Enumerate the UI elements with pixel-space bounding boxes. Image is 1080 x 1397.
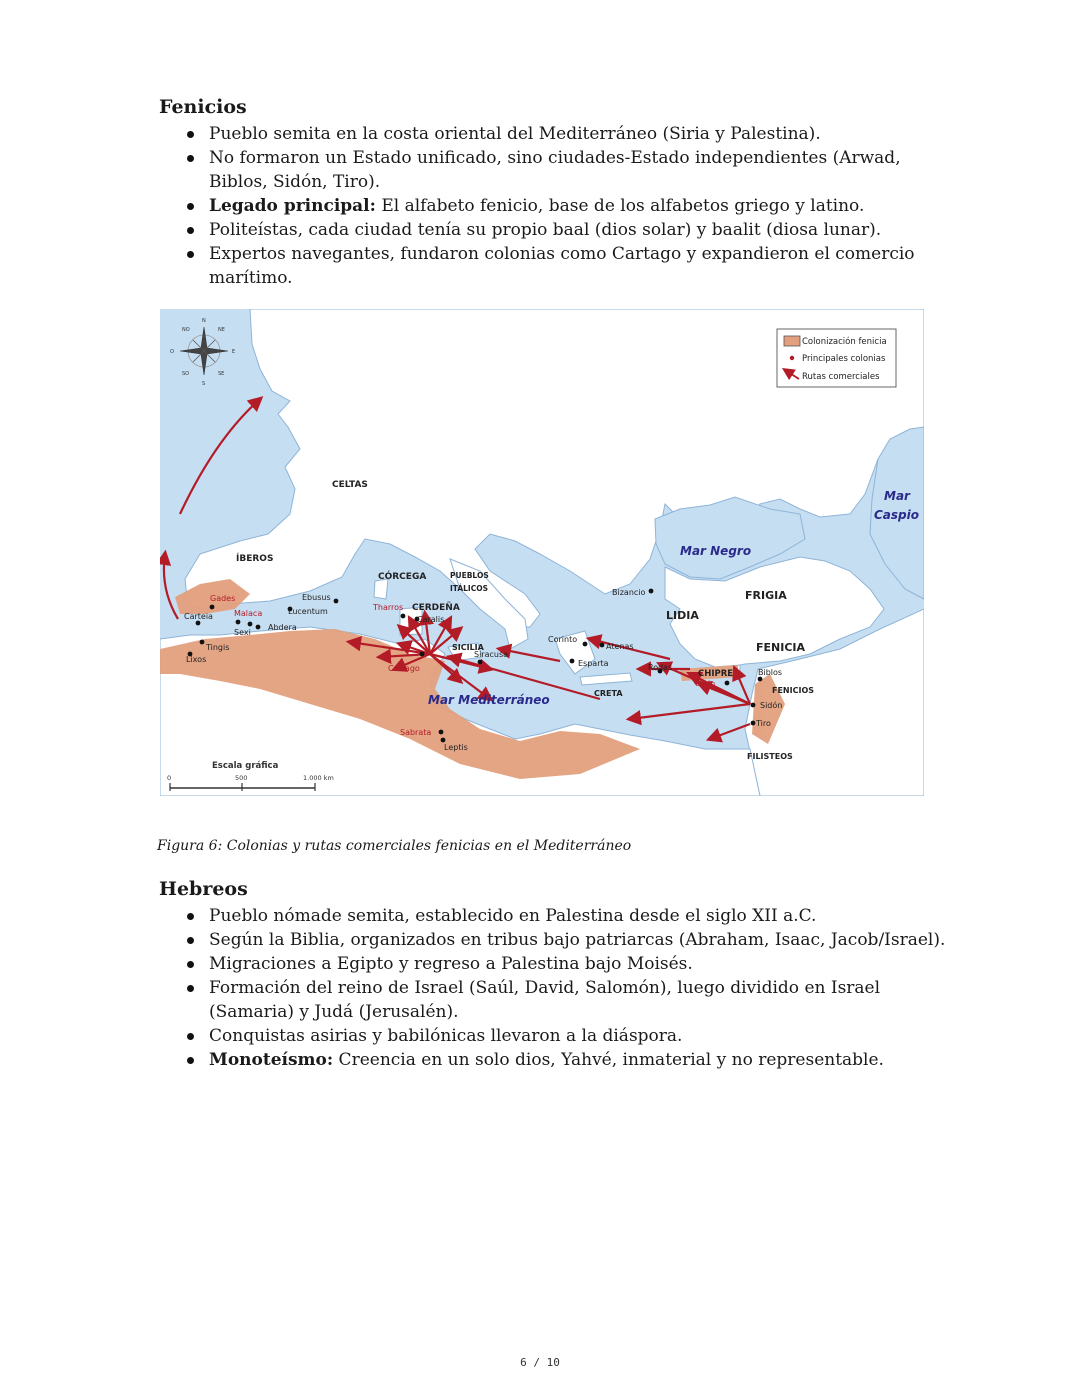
list-item: Formación del reino de Israel (Saúl, David, Salomón), luego dividido en Israel (Samaria) y Judá (Jerusalén). xyxy=(186,976,946,1024)
sea-label-caspio: Mar xyxy=(884,489,910,503)
legend-colonies: Principales colonias xyxy=(802,354,886,364)
svg-text:S: S xyxy=(202,381,206,387)
svg-text:Malaca: Malaca xyxy=(234,609,263,618)
sea-label-negro: Mar Negro xyxy=(680,544,752,558)
svg-text:Rodas: Rodas xyxy=(648,663,673,672)
list-item: Pueblo semita en la costa oriental del Mediterráneo (Siria y Palestina). xyxy=(186,122,946,146)
svg-text:0: 0 xyxy=(167,774,172,782)
legend-colonization: Colonización fenicia xyxy=(802,337,887,347)
svg-text:ÍBEROS: ÍBEROS xyxy=(236,554,274,564)
svg-text:Gades: Gades xyxy=(210,594,236,603)
map-legend xyxy=(777,329,896,387)
phoenician-colonies-map xyxy=(160,309,924,796)
sea-label-caspio: Caspio xyxy=(874,508,919,522)
list-item: Legado principal: El alfabeto fenicio, base de los alfabetos griego y latino. xyxy=(186,194,946,218)
list-item: Expertos navegantes, fundaron colonias como Cartago y expandieron el comercio marítimo. xyxy=(186,242,946,290)
svg-text:O: O xyxy=(170,349,174,355)
svg-text:CELTAS: CELTAS xyxy=(332,480,368,490)
svg-text:Sidón: Sidón xyxy=(760,701,783,710)
list-item: Politeístas, cada ciudad tenía su propio baal (dios solar) y baalit (diosa lunar). xyxy=(186,218,946,242)
list-item: Conquistas asirias y babilónicas llevaron a la diáspora. xyxy=(186,1024,946,1048)
svg-text:Leptis: Leptis xyxy=(444,743,468,752)
svg-text:CRETA: CRETA xyxy=(594,689,623,698)
scale-title: Escala gráfica xyxy=(212,761,279,771)
svg-text:Lucentum: Lucentum xyxy=(288,607,328,616)
svg-text:CERDEÑA: CERDEÑA xyxy=(412,603,460,613)
svg-text:E: E xyxy=(232,349,236,355)
svg-text:NO: NO xyxy=(182,327,190,333)
sea-label-mediterraneo: Mar Mediterráneo xyxy=(428,693,550,707)
svg-text:500: 500 xyxy=(235,774,248,782)
svg-text:CÓRCEGA: CÓRCEGA xyxy=(378,572,427,582)
svg-text:Biblos: Biblos xyxy=(758,668,783,677)
svg-text:Sexi: Sexi xyxy=(234,628,251,637)
svg-text:N: N xyxy=(202,318,206,324)
fenicios-list xyxy=(186,122,946,290)
figure-caption: Figura 6: Colonias y rutas comerciales fenicias en el Mediterráneo xyxy=(157,838,632,854)
svg-text:Caralis: Caralis xyxy=(417,615,445,624)
svg-text:ITÁLICOS: ITÁLICOS xyxy=(450,584,488,593)
svg-text:Atenas: Atenas xyxy=(606,642,634,651)
svg-text:Carteia: Carteia xyxy=(184,612,213,621)
svg-text:SICILIA: SICILIA xyxy=(452,643,484,652)
list-item: Según la Biblia, organizados en tribus bajo patriarcas (Abraham, Isaac, Jacob/Israel). xyxy=(186,928,946,952)
section-title-hebreos: Hebreos xyxy=(159,878,248,900)
svg-text:Tingis: Tingis xyxy=(206,643,230,652)
page-number: 6 / 10 xyxy=(520,1356,560,1369)
list-item: Monoteísmo: Creencia en un solo dios, Yahvé, inmaterial y no representable. xyxy=(186,1048,946,1072)
svg-text:FRIGIA: FRIGIA xyxy=(745,589,787,602)
svg-text:Tharros: Tharros xyxy=(373,603,404,612)
svg-text:CHIPRE: CHIPRE xyxy=(698,669,734,679)
svg-text:FENICIOS: FENICIOS xyxy=(772,686,815,695)
svg-text:Ebusus: Ebusus xyxy=(302,593,331,602)
svg-text:LIDIA: LIDIA xyxy=(666,609,699,622)
svg-text:Siracusa: Siracusa xyxy=(474,650,509,659)
hebreos-list xyxy=(186,904,946,1072)
svg-text:Esparta: Esparta xyxy=(578,659,609,668)
svg-text:FENICIA: FENICIA xyxy=(756,641,806,654)
svg-text:SO: SO xyxy=(182,371,190,377)
svg-text:Citión: Citión xyxy=(695,680,716,688)
legend-routes: Rutas comerciales xyxy=(802,372,880,382)
list-item: No formaron un Estado unificado, sino ciudades-Estado independientes (Arwad, Biblos, Sidón, Tiro). xyxy=(186,146,946,194)
list-item: Migraciones a Egipto y regreso a Palestina bajo Moisés. xyxy=(186,952,946,976)
svg-text:Tiro: Tiro xyxy=(756,719,771,728)
svg-text:FILISTEOS: FILISTEOS xyxy=(747,752,793,761)
svg-text:SE: SE xyxy=(218,371,225,377)
svg-text:Lixos: Lixos xyxy=(186,655,207,664)
svg-text:Abdera: Abdera xyxy=(268,623,297,632)
section-title-fenicios: Fenicios xyxy=(159,96,247,118)
svg-text:Sabrata: Sabrata xyxy=(400,728,432,737)
svg-text:Bizancio: Bizancio xyxy=(612,588,646,597)
svg-text:Corinto: Corinto xyxy=(548,635,578,644)
svg-text:PUEBLOS: PUEBLOS xyxy=(450,571,489,580)
svg-text:Cartago: Cartago xyxy=(388,664,420,673)
svg-text:NE: NE xyxy=(218,327,225,333)
svg-text:1.000 km: 1.000 km xyxy=(303,774,334,782)
list-item: Pueblo nómade semita, establecido en Palestina desde el siglo XII a.C. xyxy=(186,904,946,928)
